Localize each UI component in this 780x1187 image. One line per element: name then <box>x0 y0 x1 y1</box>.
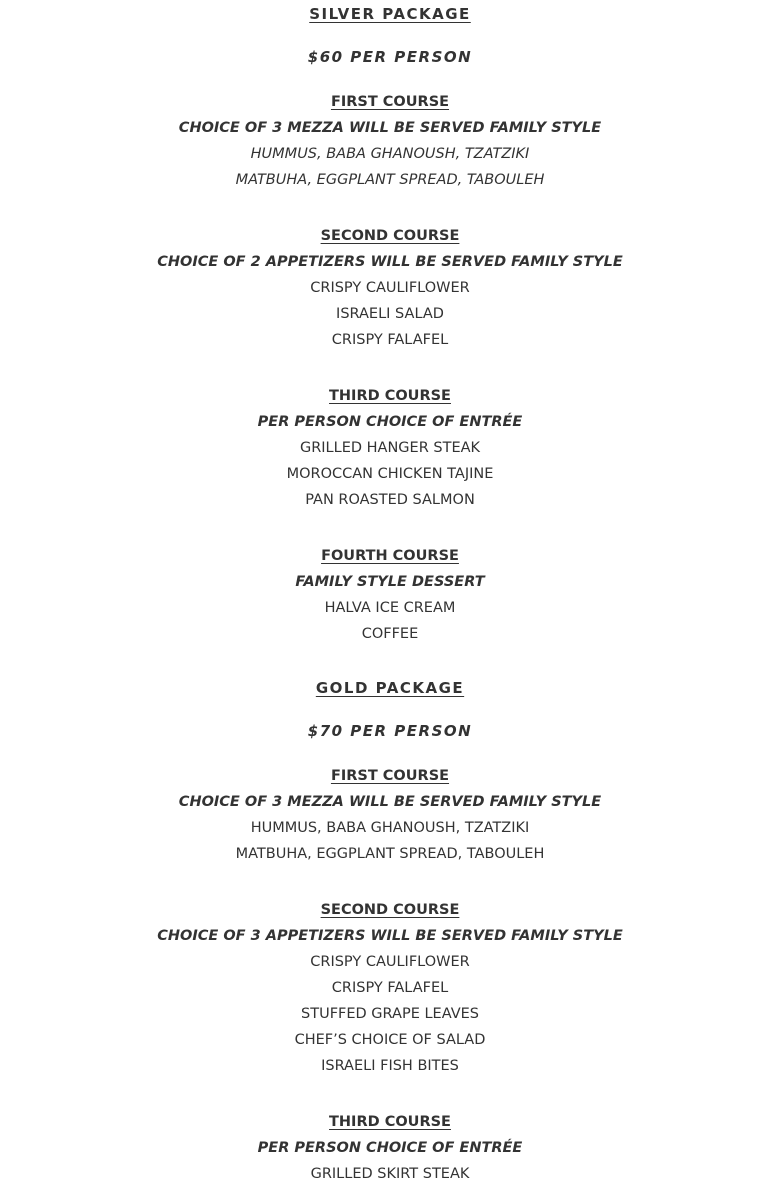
menu-item: GRILLED HANGER STEAK <box>299 440 481 456</box>
menu-item: HUMMUS, BABA GHANOUSH, TZATZIKI <box>250 146 530 162</box>
menu-item: HUMMUS, BABA GHANOUSH, TZATZIKI <box>250 820 530 836</box>
menu-item: COFFEE <box>361 626 419 642</box>
menu-item: CRISPY CAULIFLOWER <box>310 954 470 970</box>
gold-second-course-subtitle: CHOICE OF 3 APPETIZERS WILL BE SERVED FAMILY STYLE <box>157 928 623 944</box>
menu-item: MOROCCAN CHICKEN TAJINE <box>286 466 494 482</box>
silver-package-title: SILVER PACKAGE <box>309 5 471 23</box>
silver-fourth-course-title: FOURTH COURSE <box>321 548 459 564</box>
menu-item: CRISPY FALAFEL <box>331 980 449 996</box>
gold-package-title: GOLD PACKAGE <box>315 679 465 697</box>
gold-first-course-subtitle: CHOICE OF 3 MEZZA WILL BE SERVED FAMILY STYLE <box>178 794 602 810</box>
silver-package-price: $60 PER PERSON <box>307 48 473 66</box>
menu-item: HALVA ICE CREAM <box>324 600 456 616</box>
menu-item: STUFFED GRAPE LEAVES <box>301 1006 479 1022</box>
menu-item: MATBUHA, EGGPLANT SPREAD, TABOULEH <box>235 172 545 188</box>
menu-item: CHEF’S CHOICE OF SALAD <box>294 1032 486 1048</box>
menu-item: CRISPY FALAFEL <box>331 332 449 348</box>
menu-item: ISRAELI SALAD <box>336 306 444 322</box>
silver-second-course-title: SECOND COURSE <box>320 228 460 244</box>
silver-fourth-course-subtitle: FAMILY STYLE DESSERT <box>295 574 485 590</box>
menu-item: GRILLED SKIRT STEAK <box>310 1166 470 1182</box>
menu-item: ISRAELI FISH BITES <box>321 1058 459 1074</box>
silver-first-course-subtitle: CHOICE OF 3 MEZZA WILL BE SERVED FAMILY STYLE <box>178 120 602 136</box>
gold-third-course-subtitle: PER PERSON CHOICE OF ENTRÉE <box>257 1140 523 1156</box>
gold-first-course-title: FIRST COURSE <box>330 768 450 784</box>
menu-item: MATBUHA, EGGPLANT SPREAD, TABOULEH <box>235 846 545 862</box>
gold-package-price: $70 PER PERSON <box>307 722 473 740</box>
silver-second-course-subtitle: CHOICE OF 2 APPETIZERS WILL BE SERVED FAMILY STYLE <box>157 254 623 270</box>
silver-first-course-title: FIRST COURSE <box>330 94 450 110</box>
gold-third-course-title: THIRD COURSE <box>329 1114 451 1130</box>
menu-item: PAN ROASTED SALMON <box>305 492 475 508</box>
gold-second-course-title: SECOND COURSE <box>320 902 460 918</box>
menu-item: CRISPY CAULIFLOWER <box>310 280 470 296</box>
silver-third-course-subtitle: PER PERSON CHOICE OF ENTRÉE <box>257 414 523 430</box>
silver-third-course-title: THIRD COURSE <box>329 388 451 404</box>
